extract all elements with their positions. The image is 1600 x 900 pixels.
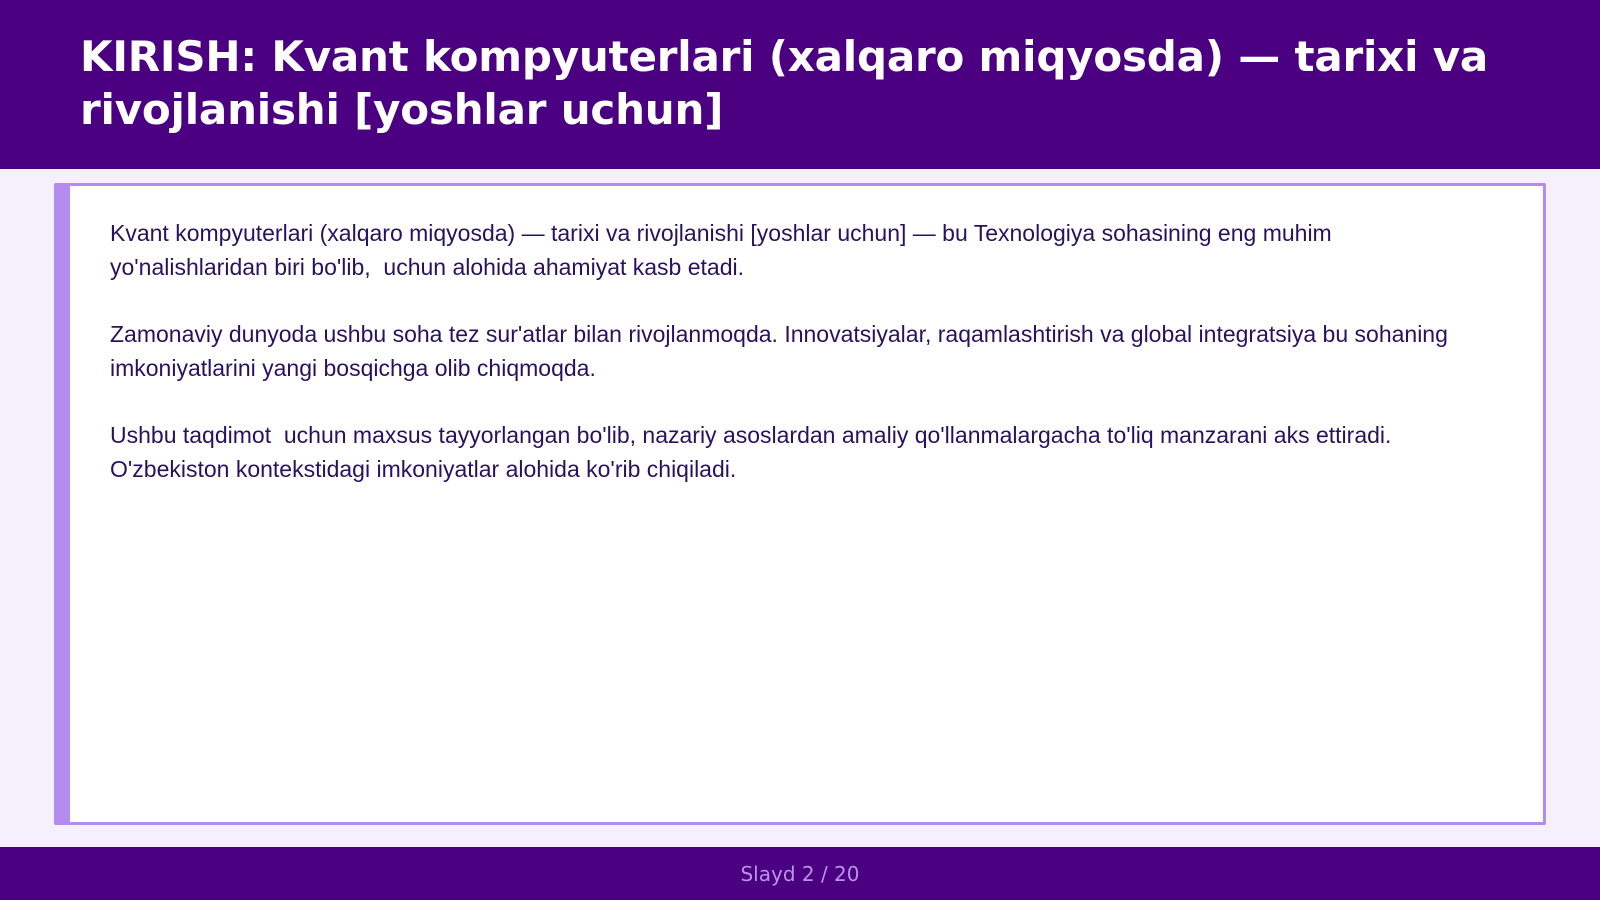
slide-footer <box>0 847 1600 900</box>
purpose-paragraph: Ushbu taqdimot uchun maxsus tayyorlangan bo'lib, nazariy asoslardan amaliy qo'llanmalargacha to'liq manzarani aks ettiradi. O'zbekiston kontekstidagi imkoniyatlar alohida ko'rib chiqiladi. <box>110 422 1398 482</box>
slide-title: KIRISH: Kvant kompyuterlari (xalqaro miqyosda) — tarixi va rivojlanishi [yoshlar uchun] <box>80 32 1489 134</box>
slide-header <box>0 0 1600 169</box>
content-card <box>54 183 1546 825</box>
intro-paragraph: Kvant kompyuterlari (xalqaro miqyosda) — tarixi va rivojlanishi [yoshlar uchun] — bu Texnologiya sohasining eng muhim yo'nalishlaridan biri bo'lib, uchun alohida ahamiyat kasb etadi. <box>110 220 1339 280</box>
slide-counter: Slayd 2 / 20 <box>740 861 860 886</box>
context-paragraph: Zamonaviy dunyoda ushbu soha tez sur'atlar bilan rivojlanmoqda. Innovatsiyalar, raqamlashtirish va global integratsiya bu sohaning imkoniyatlarini yangi bosqichga olib chiqmoqda. <box>110 321 1455 381</box>
